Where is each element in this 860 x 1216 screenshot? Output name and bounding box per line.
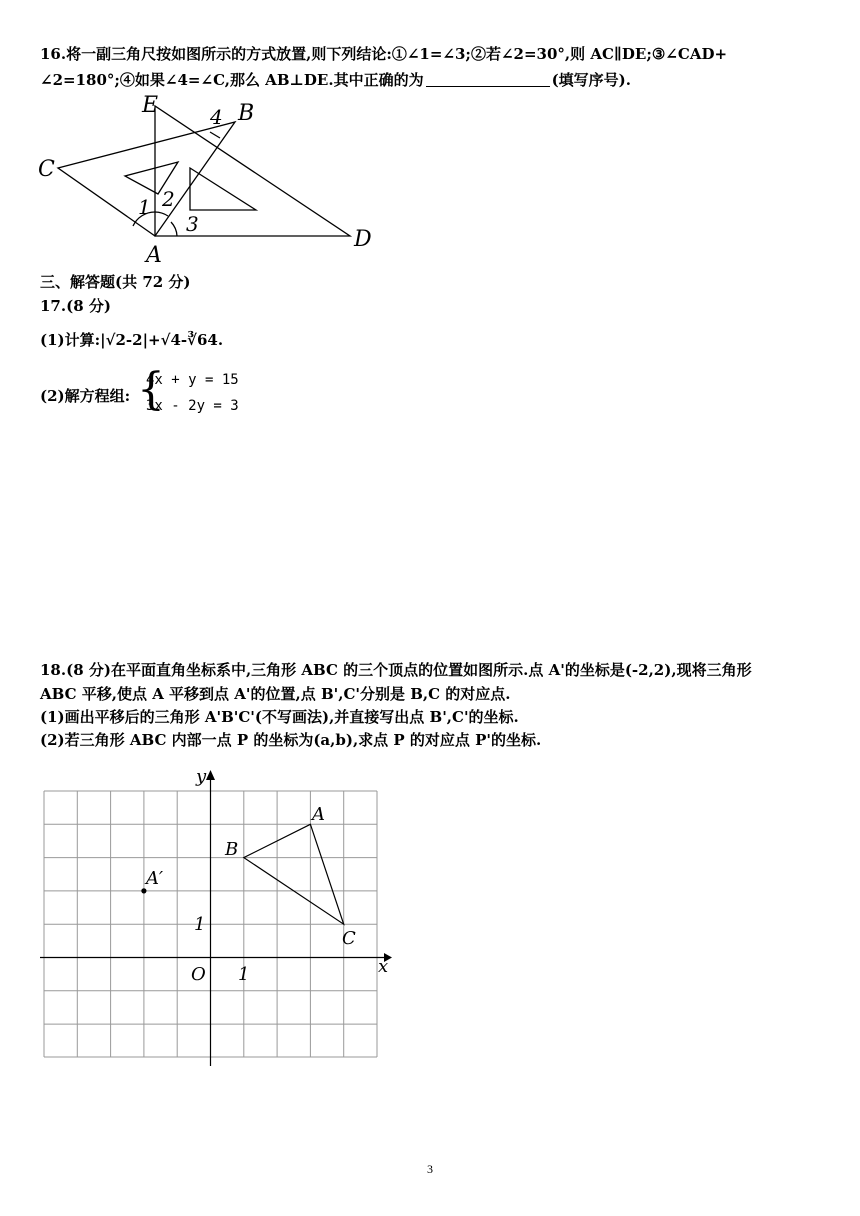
- q18-part2: (2)若三角形 ABC 内部一点 P 的坐标为(a,b),求点 P 的对应点 P'的坐标.: [40, 731, 542, 749]
- q18-part1: (1)画出平移后的三角形 A'B'C'(不写画法),并直接写出点 B',C'的坐标.: [40, 708, 519, 726]
- q18-text-line1: 18.(8 分)在平面直角坐标系中,三角形 ABC 的三个顶点的位置如图所示.点 A'的坐标是(-2,2),现将三角形: [40, 661, 752, 679]
- x-axis-label: x: [378, 956, 389, 977]
- q18-text-line2: ABC 平移,使点 A 平移到点 A'的位置,点 B',C'分别是 B,C 的对应点.: [40, 685, 511, 703]
- label-C: C: [38, 157, 55, 182]
- angle-label-3: 3: [186, 212, 199, 236]
- equation-brace: {: [137, 364, 165, 415]
- point-A-label: A: [312, 804, 325, 825]
- label-D: D: [354, 227, 372, 252]
- equation-2: 3x - 2y = 3: [146, 398, 239, 414]
- y-axis-label: y: [196, 766, 207, 787]
- angle-label-4: 4: [210, 105, 223, 129]
- q16-text-line2: [40, 70, 631, 90]
- origin-label: O: [191, 964, 206, 985]
- section-title: 三、解答题(共 72 分): [40, 273, 191, 291]
- q17-part1-prefix: (1)计算:: [40, 331, 101, 349]
- x-unit-label: 1: [238, 964, 250, 985]
- q16-text-line2-b: (填写序号).: [551, 71, 631, 89]
- triangle-ruler-figure: [30, 90, 390, 270]
- angle-label-2: 2: [162, 187, 175, 211]
- y-unit-label: 1: [194, 914, 206, 935]
- label-A: A: [146, 243, 162, 268]
- angle-label-1: 1: [138, 195, 151, 219]
- q17-header: 17.(8 分): [40, 297, 111, 315]
- answer-blank: [426, 72, 550, 87]
- page-number: 3: [427, 1162, 433, 1176]
- point-C-label: C: [342, 928, 356, 949]
- coordinate-grid-figure: [36, 762, 396, 1072]
- point-B-label: B: [225, 839, 239, 860]
- label-E: E: [142, 93, 159, 118]
- q16-text-line1: 16.将一副三角尺按如图所示的方式放置,则下列结论:①∠1=∠3;②若∠2=30°,则 AC∥DE;③∠CAD+: [40, 45, 728, 63]
- q17-part1-expr: |√2-2|+√4-∛64.: [100, 331, 224, 349]
- point-A-prime-label: A′: [146, 868, 164, 889]
- equation-1: 4x + y = 15: [146, 372, 239, 388]
- q16-text-line2-a: ∠2=180°;④如果∠4=∠C,那么 AB⊥DE.其中正确的为: [40, 71, 424, 89]
- q17-part2-prefix: (2)解方程组:: [40, 387, 131, 405]
- q17-part1: [40, 330, 223, 350]
- label-B: B: [238, 101, 255, 126]
